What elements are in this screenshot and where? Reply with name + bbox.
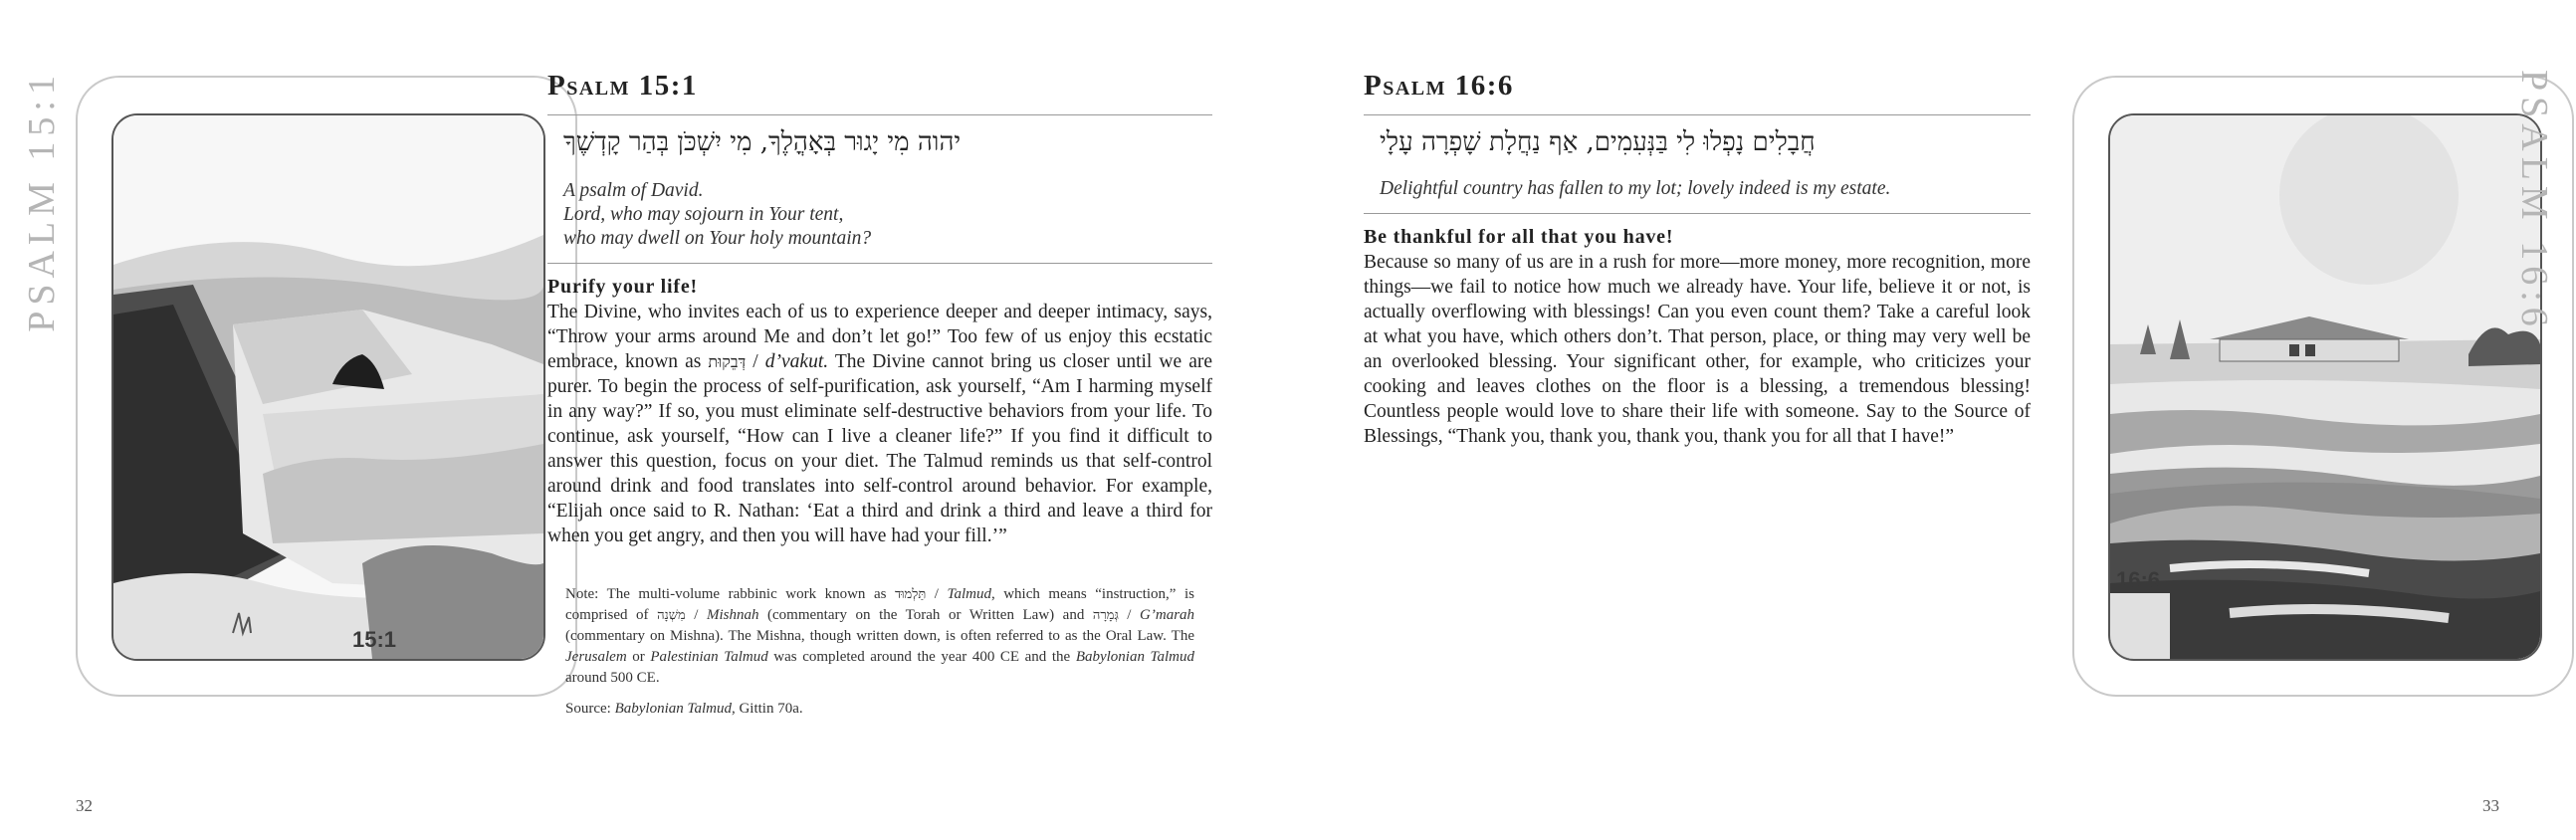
hebrew-term: מִשְׁנָה: [657, 608, 686, 623]
section-title: Be thankful for all that you have!: [1364, 226, 1674, 248]
card-psalm-16-6: [2072, 76, 2574, 697]
left-text-column: [547, 72, 1212, 720]
note-italic: Mishnah: [706, 607, 759, 623]
note-text: Note: The multi-volume rabbinic work known as: [565, 586, 895, 602]
note-italic: Jerusalem: [565, 649, 627, 665]
translation-line: Lord, who may sojourn in Your tent,: [563, 204, 844, 225]
side-label-right: PSALM 16:6: [2513, 70, 2555, 332]
card-illustration-house: [2108, 113, 2542, 661]
heading-divider: [547, 114, 1212, 115]
note-text: around 500 CE.: [565, 670, 660, 686]
source-label: Source:: [565, 701, 615, 717]
right-text-column: [1364, 72, 2031, 449]
note-text: /: [1118, 607, 1141, 623]
note-text: (commentary on Mishna). The Mishna, though written down, is often referred to as the Oral Law. The: [565, 628, 1194, 644]
psalm-heading: Psalm 15:1: [547, 70, 698, 102]
source-detail: , Gittin 70a.: [731, 701, 803, 717]
translation-line: who may dwell on Your holy mountain?: [563, 228, 872, 249]
source-citation: [547, 699, 1212, 720]
note-italic: Palestinian Talmud: [650, 649, 768, 665]
transliterated-term: d’vakut.: [764, 351, 829, 372]
translation-divider: [547, 263, 1212, 264]
card-illustration-tent: [111, 113, 545, 661]
footnote: [547, 584, 1212, 689]
card-psalm-15-1: [76, 76, 577, 697]
body-text: The Divine, who invites each of us to experience deeper and deeper intimacy, says, “Throw your arms around Me and don’t let go!” Too few of us enjoy this ecstatic embrace, known as: [547, 302, 1212, 372]
english-translation: [547, 179, 1212, 251]
note-text: (commentary on the Torah or Written Law) and: [758, 607, 1093, 623]
note-text: or: [626, 649, 651, 665]
card-number: 16:6: [2116, 567, 2161, 592]
note-italic: Babylonian Talmud: [1075, 649, 1195, 665]
note-text: was completed around the year 400 CE and the: [767, 649, 1076, 665]
body-paragraph: [547, 300, 1212, 548]
source-title: Babylonian Talmud: [614, 701, 732, 717]
hebrew-verse: יהוה מִי יָגוּר בְּאָהֳלֶךָ, מִי יִשְׁכֹּן בְּהַר קָדְשֶׁךָ: [563, 127, 962, 157]
page-number-right: 33: [2482, 796, 2499, 815]
side-label-left: PSALM 15:1: [21, 70, 63, 332]
note-italic: G’marah: [1140, 607, 1195, 623]
page-number-left: 32: [76, 796, 93, 815]
note-italic: Talmud: [947, 586, 991, 602]
card-number: 15:1: [352, 627, 397, 652]
body-paragraph: Because so many of us are in a rush for more—more money, more recognition, more things—we fail to notice how much we already have. Your life, believe it or not, is actually overflowing with blessings! Can you even count them? Take a careful look at what you have, which others don’t. That person, place, or thing may very well be an overlooked blessing. Your significant other, for example, who criticizes your cooking and leaves clothes on the floor is a blessing, a tremendous blessing! Countless people would love to share their life with someone. Say to the Source of Blessings, “Thank you, thank you, thank you, thank you for all that I have!”: [1364, 252, 2031, 447]
note-text: , which means “instruction,” is comprised of: [565, 586, 1194, 623]
note-text: /: [926, 586, 948, 602]
hebrew-term: גְּמָרָה: [1092, 608, 1119, 623]
house-watercolor-image: [2110, 115, 2540, 659]
tent-watercolor-image: [113, 115, 543, 659]
translation-divider: [1364, 213, 2031, 214]
hebrew-term: תַּלְמוּד: [894, 587, 927, 602]
hebrew-term: דְּבֵקוּת: [708, 352, 747, 371]
separator: /: [746, 351, 765, 372]
hebrew-verse: חֲבָלִים נָפְלוּ לִי בַּנְּעִמִים, אַף נַחֲלָת שָׁפְרָה עָלָי: [1380, 127, 1816, 157]
section-title: Purify your life!: [547, 276, 698, 298]
body-text: The Divine cannot bring us closer until we are purer. To begin the process of self-purification, ask yourself, “Am I harming myself in any way?” If so, you must eliminate self-destructive behaviors from your life. To continue, ask yourself, “How can I live a cleaner life?” If you find it difficult to answer this question, focus on your diet. The Talmud reminds us that self-control around drink and food translates into self-control around behavior. For example, “Elijah once said to R. Nathan: ‘Eat a third and drink a third and leave a third for when you get angry, and then you will have had your fill.’”: [547, 351, 1212, 546]
heading-divider: [1364, 114, 2031, 115]
psalm-heading: Psalm 16:6: [1364, 70, 1514, 102]
english-translation: Delightful country has fallen to my lot; lovely indeed is my estate.: [1380, 178, 1891, 199]
translation-line: A psalm of David.: [563, 180, 704, 201]
note-text: /: [685, 607, 707, 623]
